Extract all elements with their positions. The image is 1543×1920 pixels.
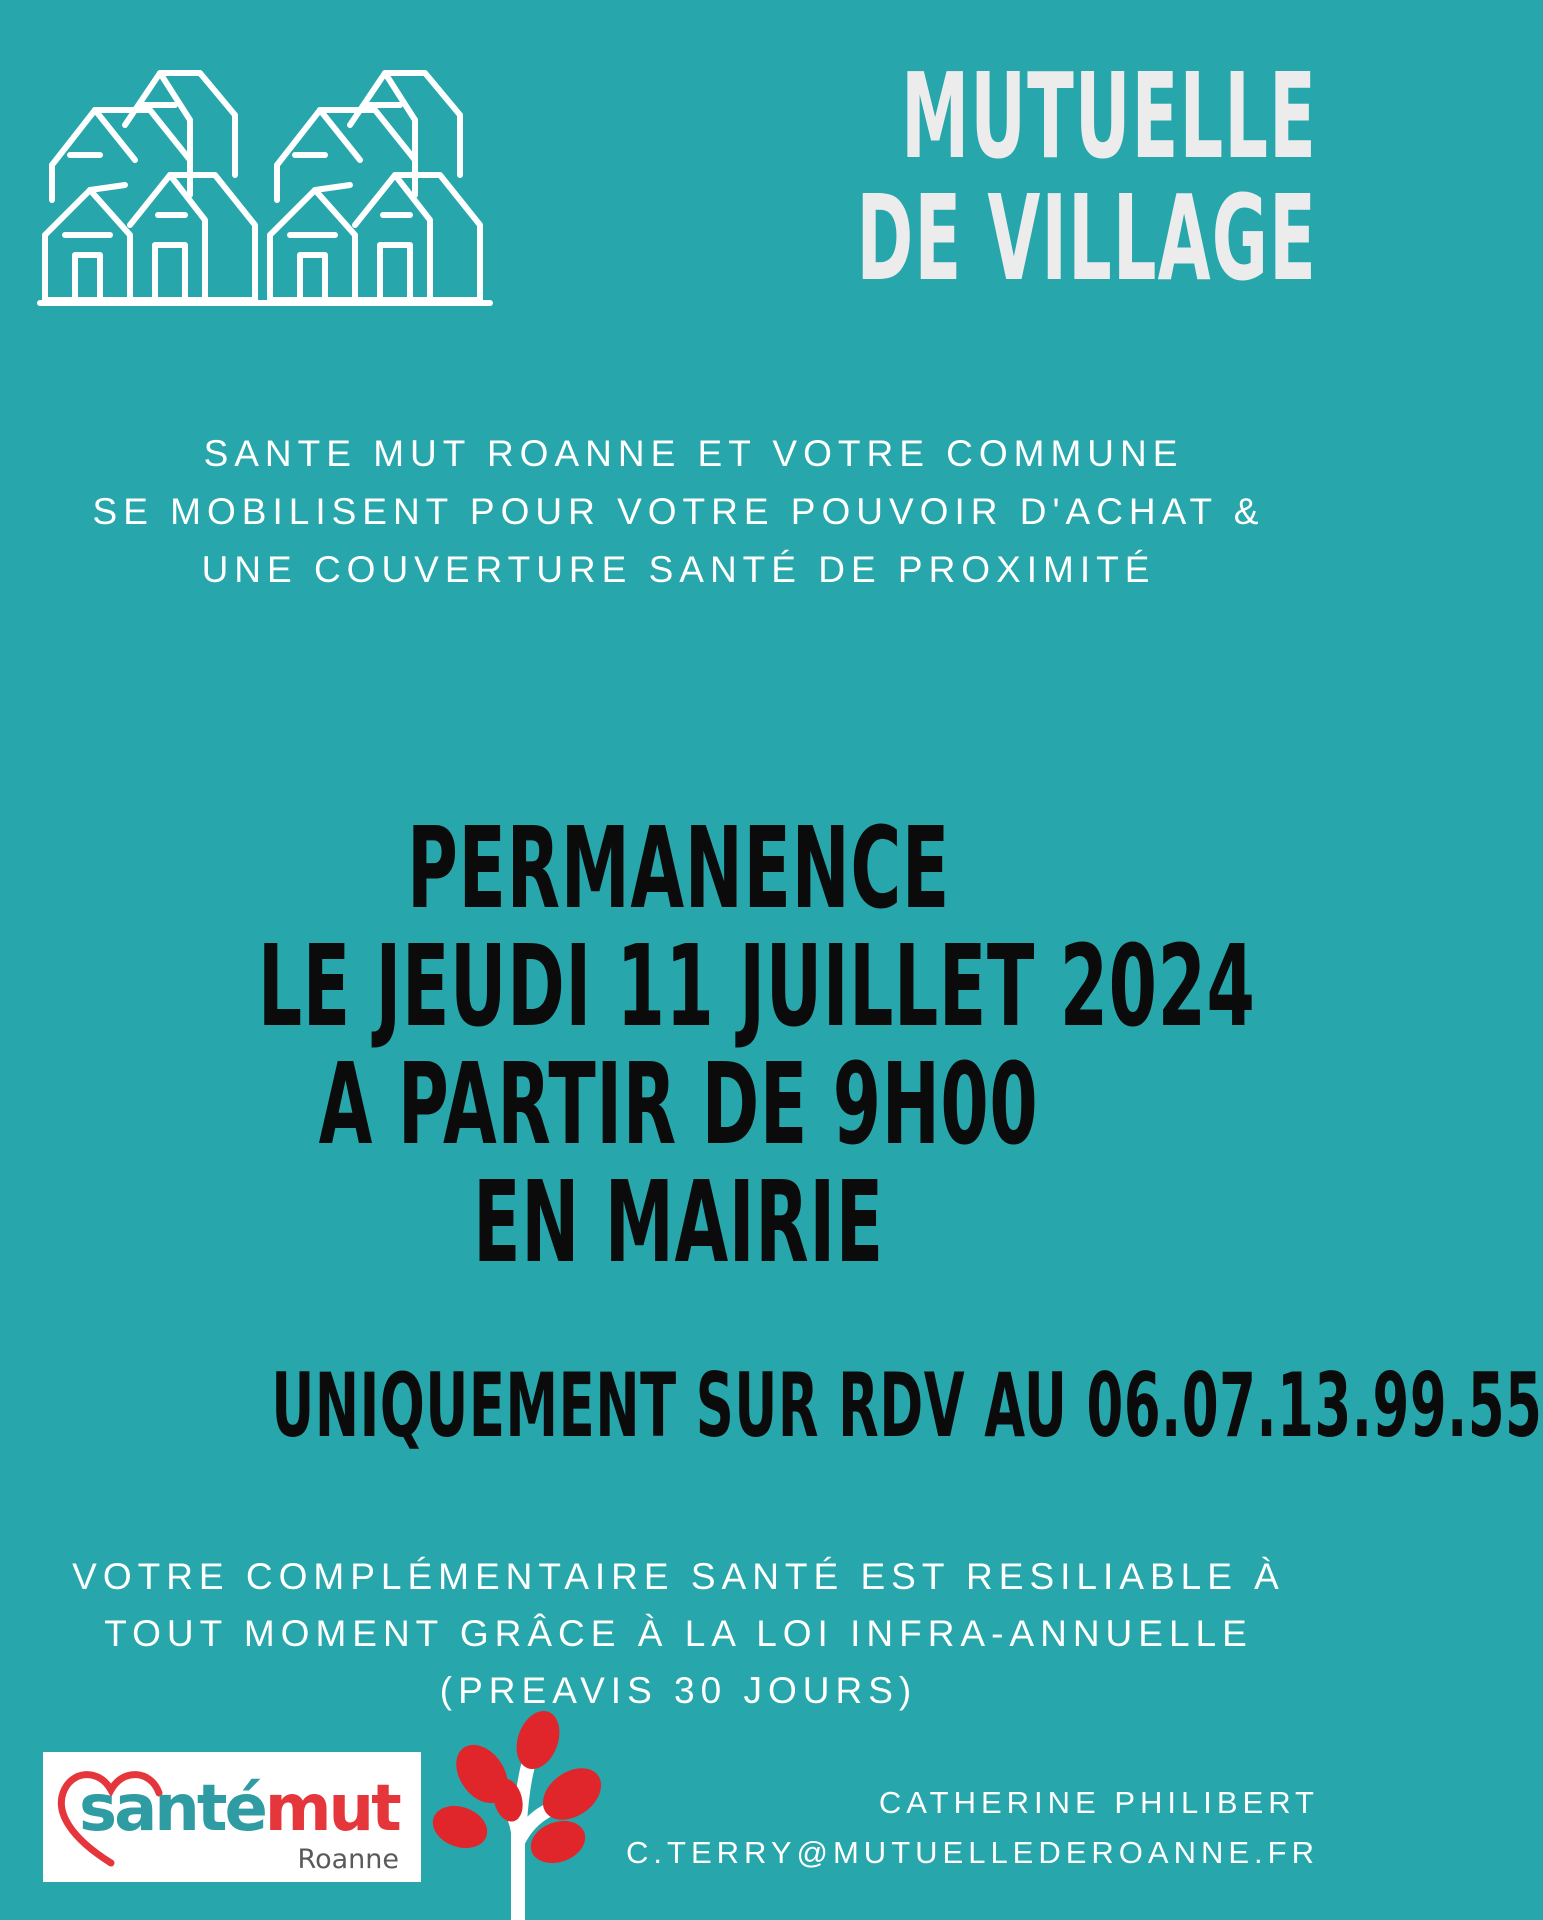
legal-line-1: VOTRE COMPLÉMENTAIRE SANTÉ EST RESILIABLE À bbox=[72, 1556, 1285, 1597]
logo-subtitle: Roanne bbox=[297, 1844, 399, 1875]
intro-line-1: SANTE MUT ROANNE ET VOTRE COMMUNE bbox=[203, 433, 1184, 474]
event-line-4: EN MAIRIE bbox=[473, 1158, 884, 1288]
event-info bbox=[0, 804, 1357, 1288]
contact-email[interactable]: C.TERRY@MUTUELLEDEROANNE.FR bbox=[626, 1835, 1319, 1870]
houses-icon bbox=[40, 65, 490, 305]
tree-icon bbox=[440, 1712, 610, 1920]
page-title bbox=[856, 47, 1317, 307]
event-line-2: LE JEUDI 11 JUILLET 2024 bbox=[257, 922, 1256, 1052]
intro-line-3: UNE COUVERTURE SANTÉ DE PROXIMITÉ bbox=[201, 549, 1156, 590]
santemut-logo bbox=[43, 1752, 421, 1882]
event-line-1: PERMANENCE bbox=[407, 804, 950, 934]
title-line-2: DE VILLAGE bbox=[856, 169, 1317, 307]
title-line-1: MUTUELLE bbox=[901, 47, 1317, 185]
intro-line-2: SE MOBILISENT POUR VOTRE POUVOIR D'ACHAT & bbox=[92, 491, 1265, 532]
event-line-3: A PARTIR DE 9H00 bbox=[318, 1040, 1039, 1170]
legal-text bbox=[0, 1548, 1357, 1719]
legal-line-2: TOUT MOMENT GRÂCE À LA LOI INFRA-ANNUELLE bbox=[104, 1613, 1253, 1654]
legal-line-3: (PREAVIS 30 JOURS) bbox=[439, 1670, 918, 1711]
appointment-text: UNIQUEMENT SUR RDV AU 06.07.13.99.55 bbox=[271, 1354, 1543, 1457]
logo-word-sante: santé bbox=[79, 1772, 265, 1846]
contact-name: CATHERINE PHILIBERT bbox=[878, 1785, 1319, 1820]
logo-word-mut: mut bbox=[264, 1772, 399, 1846]
intro-text bbox=[0, 425, 1357, 599]
contact-info bbox=[626, 1778, 1319, 1878]
